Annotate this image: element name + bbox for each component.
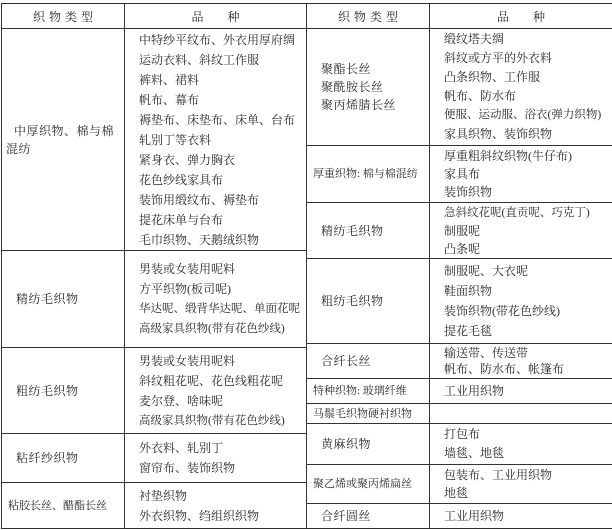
table-row: [2, 251, 306, 348]
table-row: [307, 379, 612, 404]
column-header-variety: 品 种: [496, 9, 545, 24]
variety-list-cell: [430, 344, 612, 378]
fabric-type-cell: [307, 29, 430, 145]
variety-item: 帆布、防水布、帐篷布: [444, 362, 565, 376]
fabric-type-label: 特种织物: 玻璃纤维: [313, 385, 407, 397]
table-row: [307, 259, 612, 344]
variety-list-cell: [125, 434, 306, 482]
variety-item: 褥垫布、床垫布、床单、台布: [139, 112, 296, 127]
variety-item: 帆布、防水布: [444, 89, 517, 103]
variety-list-cell: [430, 259, 612, 343]
variety-item: 制服呢、大衣呢: [444, 264, 529, 278]
variety-item: 高级家具织物(带有花色纱线): [139, 323, 285, 335]
variety-item: 装饰织物(带花色纱线): [444, 304, 560, 318]
variety-item: 包装布、工业用织物: [444, 468, 553, 482]
fabric-type-cell: [307, 259, 430, 343]
right-table-body: [307, 29, 612, 528]
fabric-type-cell: [2, 483, 125, 528]
variety-item: 鞋面织物: [444, 284, 493, 298]
table-row: [2, 348, 306, 434]
variety-list-cell: [430, 504, 612, 528]
right-header-row: [307, 4, 612, 29]
variety-list-cell: [125, 29, 306, 250]
fabric-type-label: 合纤长丝: [321, 354, 372, 368]
table-row: [307, 404, 612, 424]
variety-list-cell: [430, 465, 612, 503]
variety-item: 家具织物、装饰织物: [444, 127, 553, 141]
fabric-type-label: 粘胶长丝、醋酯长丝: [8, 499, 107, 512]
fabric-type-label: 中厚织物、棉与棉混纺: [6, 123, 115, 156]
variety-item: 凸条呢: [444, 241, 481, 256]
fabric-type-label: 马鬃毛织物硬衬织物: [313, 407, 412, 420]
fabric-type-label: 聚丙烯腈长丝: [321, 98, 397, 112]
variety-item: 衬垫织物: [139, 488, 188, 503]
fabric-type-cell: [2, 251, 125, 347]
left-header-row: [2, 4, 306, 29]
variety-list-cell: [430, 424, 612, 464]
variety-item: 工业用织物: [444, 509, 505, 523]
fabric-type-label: 合纤圆丝: [321, 509, 372, 523]
variety-list-cell: [430, 379, 612, 403]
fabric-type-label: 厚重织物: 棉与棉混纺: [313, 168, 418, 180]
variety-item: 提花毛毯: [444, 324, 493, 338]
variety-list-cell: [430, 404, 612, 423]
variety-item: 麦尔登、啥味呢: [139, 393, 224, 408]
fabric-type-label: 粗纺毛织物: [321, 294, 384, 308]
variety-item: 斜纹粗花呢、花色线粗花呢: [139, 373, 284, 388]
fabric-type-cell: [307, 344, 430, 378]
variety-list-cell: [125, 483, 306, 528]
variety-item: 提花床单与台布: [139, 212, 224, 227]
column-header-variety: 品 种: [191, 9, 240, 24]
variety-item: 急斜纹花呢(直贡呢、巧克丁): [444, 206, 590, 219]
variety-item: 装饰织物: [444, 185, 493, 199]
variety-item: 斜纹或方平的外衣料: [444, 51, 553, 65]
fabric-type-cell: [2, 434, 125, 482]
fabric-type-cell: [307, 379, 430, 403]
fabric-type-label: 聚乙烯或聚丙烯扁丝: [313, 478, 412, 490]
variety-item: 紧身衣、弹力胸衣: [139, 152, 236, 167]
variety-item: 缎纹塔夫绸: [444, 32, 505, 46]
table-row: [307, 146, 612, 203]
variety-item: 男装或女装用呢料: [139, 353, 236, 368]
variety-list-cell: [125, 251, 306, 347]
right-table: [307, 4, 612, 528]
fabric-type-cell: [307, 146, 430, 202]
variety-list-cell: [430, 203, 612, 258]
table-row: [307, 424, 612, 465]
variety-list-cell: [125, 348, 306, 433]
variety-item: 凸条织物、工作服: [444, 70, 541, 84]
table-row: [2, 483, 306, 528]
fabric-type-label: 精纺毛织物: [321, 223, 384, 238]
variety-item: 花色纱线家具布: [139, 172, 224, 187]
variety-list-cell: [430, 146, 612, 202]
variety-item: 输送带、传送带: [444, 346, 529, 360]
variety-item: 高级家具织物(带有花色纱线): [139, 414, 285, 427]
fabric-type-label: 聚酯长丝: [321, 62, 372, 76]
table-row: [307, 203, 612, 259]
fabric-classification-table: [1, 3, 612, 529]
left-table: [2, 4, 307, 528]
fabric-type-cell: [307, 465, 430, 503]
variety-item: 方平织物(板司呢): [139, 282, 231, 296]
variety-item: 华达呢、缎背华达呢、单面花呢: [139, 303, 300, 315]
table-row: [307, 29, 612, 146]
fabric-type-cell: [307, 404, 430, 423]
variety-item: 地毯: [444, 486, 469, 500]
variety-item: 工业用织物: [444, 384, 505, 398]
fabric-type-cell: [307, 424, 430, 464]
fabric-type-cell: [307, 504, 430, 528]
variety-list-cell: [430, 29, 612, 145]
variety-item: 便服、运动服、浴衣(弹力织物): [444, 109, 602, 121]
variety-item: 男装或女装用呢料: [139, 262, 236, 276]
variety-item: 轧别丁等衣料: [139, 132, 212, 147]
fabric-type-label: 黄麻织物: [321, 437, 372, 451]
fabric-type-label: 聚酰胺长丝: [321, 80, 384, 94]
variety-item: 厚重粗斜纹织物(牛仔布): [444, 149, 572, 163]
table-row: [2, 29, 306, 251]
table-row: [307, 344, 612, 379]
column-header-fabric-type: 织物类型: [2, 4, 125, 28]
fabric-type-cell: [307, 203, 430, 258]
fabric-type-cell: [2, 348, 125, 433]
variety-item: 外衣织物、绉组织织物: [139, 508, 260, 523]
table-row: [307, 504, 612, 528]
variety-item: 墙毯、地毯: [444, 446, 505, 460]
table-row: [2, 434, 306, 483]
column-header-fabric-type: 织物类型: [307, 4, 430, 28]
variety-item: 制服呢: [444, 223, 481, 238]
variety-item: 外衣料、轧别丁: [139, 441, 224, 455]
variety-item: 帆布、幕布: [139, 92, 200, 107]
fabric-type-label: 粗纺毛织物: [16, 383, 79, 398]
fabric-type-cell: [2, 29, 125, 250]
left-table-body: [2, 29, 306, 528]
variety-item: 中特纱平纹布、外衣用厚府绸: [139, 32, 296, 47]
variety-item: 毛巾织物、天鹅绒织物: [139, 232, 260, 247]
table-row: [307, 465, 612, 504]
variety-item: 裤料、裙料: [139, 72, 200, 87]
fabric-type-label: 精纺毛织物: [16, 292, 79, 306]
variety-item: 打包布: [444, 427, 481, 441]
fabric-type-label: 粘纤纱织物: [16, 451, 79, 465]
variety-item: 家具布: [444, 167, 481, 181]
variety-item: 运动衣料、斜纹工作服: [139, 52, 260, 67]
variety-item: 窗帘布、装饰织物: [139, 461, 236, 475]
variety-item: 装饰用缎纹布、褥垫布: [139, 192, 260, 207]
